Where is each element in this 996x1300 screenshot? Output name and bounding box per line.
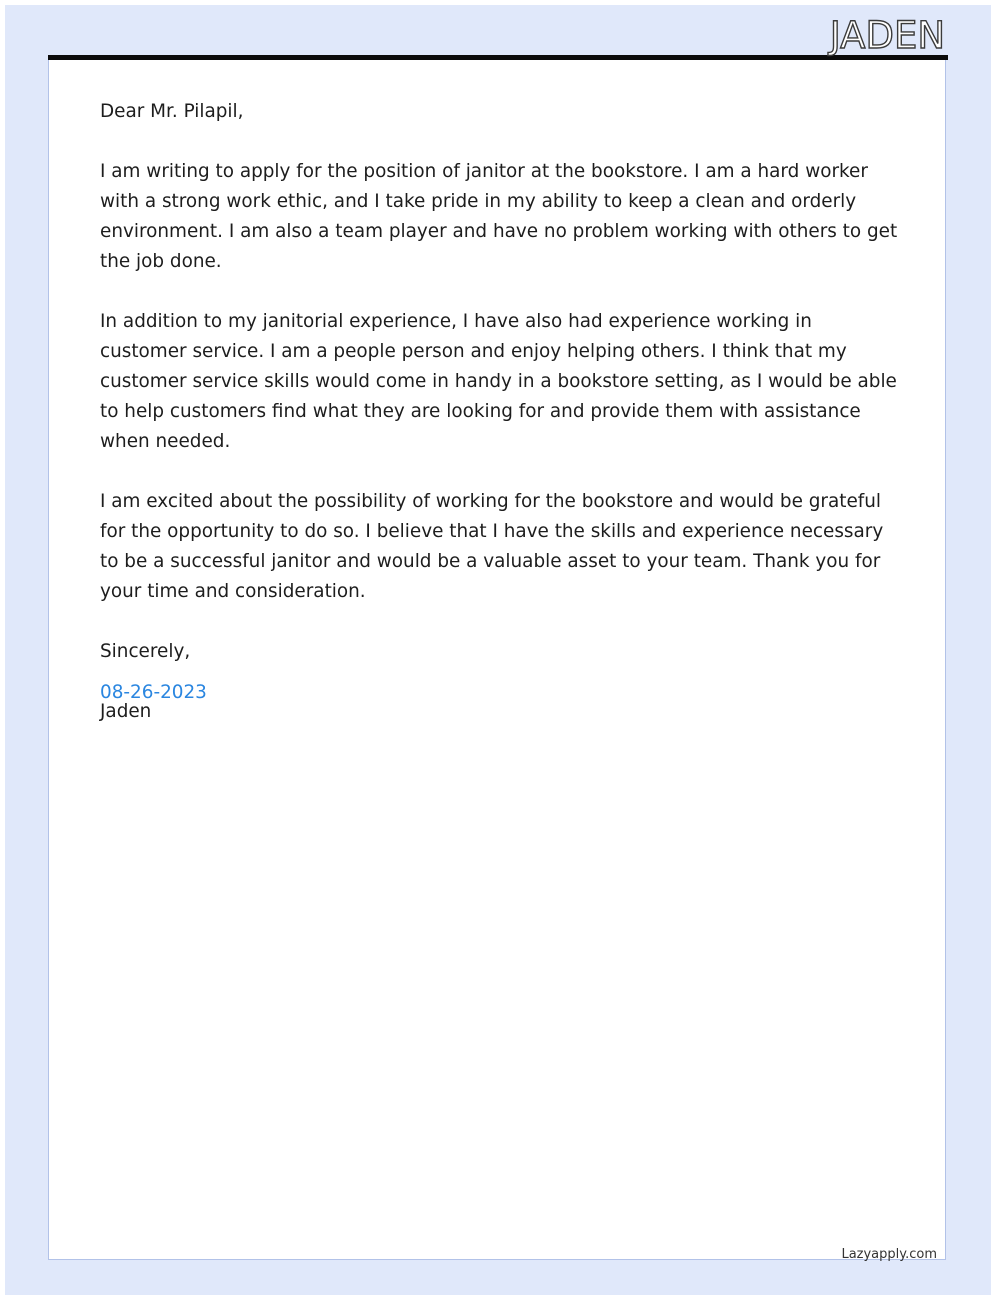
header-name: JADEN bbox=[829, 14, 945, 57]
paragraph-experience: In addition to my janitorial experience, I have also had experience working in customer service. I am a people person and enjoy helping others. I think that my customer service skills would come in handy in a bookstore setting, as I would be able to help customers find what they are looking for and provide them with assistance when needed. bbox=[100, 311, 897, 452]
closing-line: Sincerely, bbox=[100, 641, 191, 662]
header-divider bbox=[48, 55, 948, 60]
letter-body bbox=[100, 97, 900, 727]
paragraph-intro: I am writing to apply for the position of janitor at the bookstore. I am a hard worker with a strong work ethic, and I take pride in my ability to keep a clean and orderly environment. I am also a team player and have no problem working with others to get the job done. bbox=[100, 161, 898, 272]
salutation: Dear Mr. Pilapil, bbox=[100, 101, 244, 122]
signature-name: Jaden bbox=[100, 701, 152, 722]
footer-brand: Lazyapply.com bbox=[841, 1247, 937, 1262]
paragraph-closing: I am excited about the possibility of working for the bookstore and would be grateful for the opportunity to do so. I believe that I have the skills and experience necessary to be a successful janitor and would be a valuable asset to your team. Thank you for your time and consideration. bbox=[100, 491, 884, 602]
letter-date: 08-26-2023 bbox=[100, 682, 207, 703]
